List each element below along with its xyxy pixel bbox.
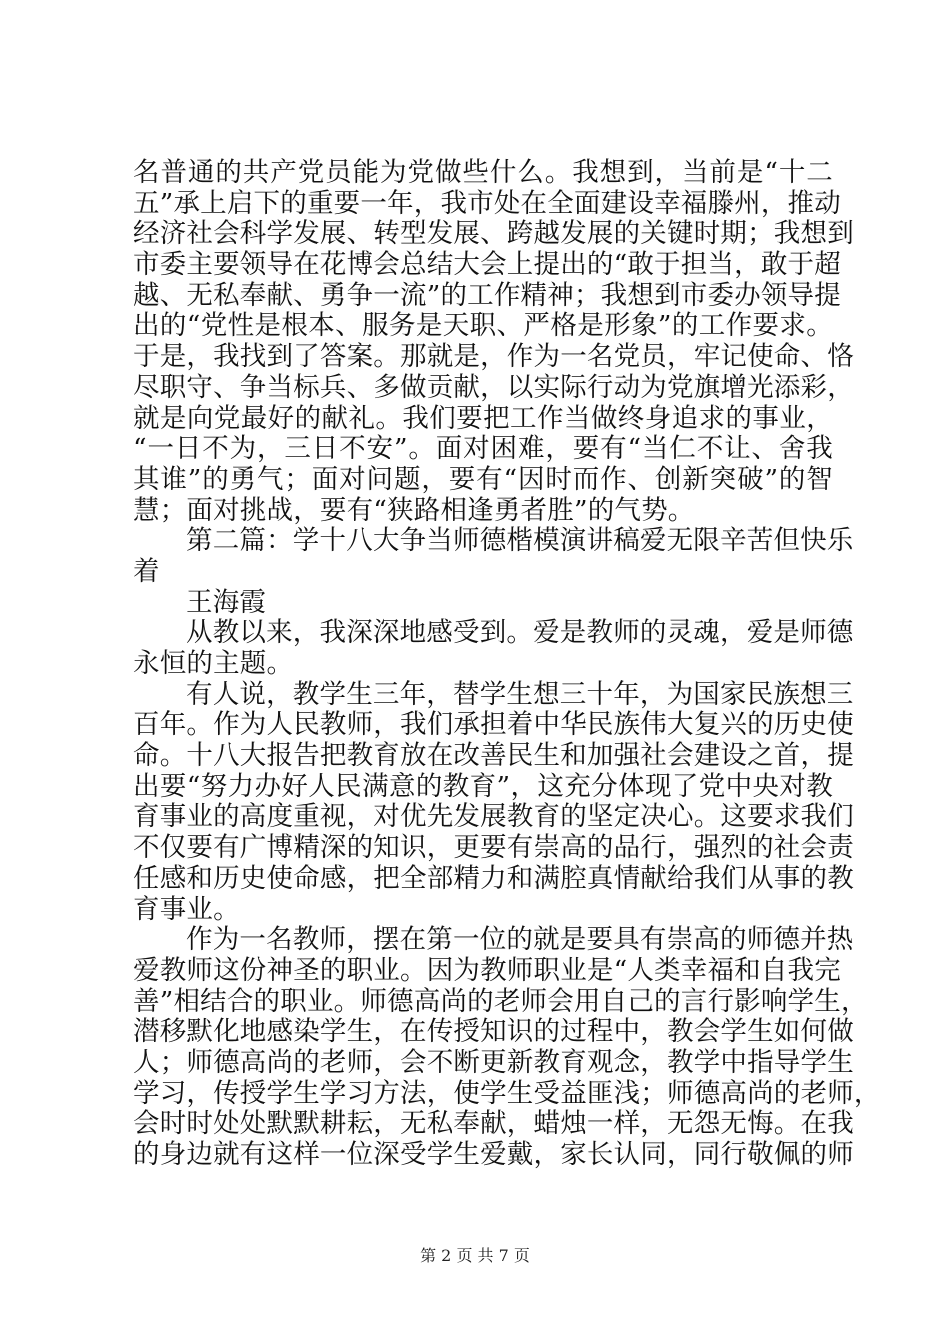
text-line: 其谁”的勇气；面对问题，要有“因时而作、创新突破”的智 [133,463,833,495]
text-line: 名普通的共产党员能为党做些什么。我想到，当前是“十二 [133,157,833,188]
text-line: 潜移默化地感染学生，在传授知识的过程中，教会学生如何做 [133,1016,854,1048]
text-line: 会时时处处默默耕耘，无私奉献，蜡烛一样，无怨无悔。在我 [133,1108,854,1140]
text-line: 永恒的主题。 [133,648,294,679]
text-line: 作为一名教师，摆在第一位的就是要具有崇高的师德并热 [186,924,854,956]
text-line: 从教以来，我深深地感受到。爱是教师的灵魂，爱是师德 [186,617,854,649]
text-line: 就是向党最好的献礼。我们要把工作当做终身追求的事业， [133,402,833,434]
page-number-footer: 第 2 页 共 7 页 [420,1246,530,1265]
text-line: 人；师德高尚的老师，会不断更新教育观念，教学中指导学生 [133,1046,854,1078]
text-line: 育事业。 [133,893,240,925]
document-body [133,157,881,1171]
text-line: “一日不为，三日不安”。面对困难，要有“当仁不让、舍我 [133,433,833,465]
text-line: 五”承上启下的重要一年，我市处在全面建设幸福滕州，推动 [133,187,841,219]
text-line: 尽职守、争当标兵、多做贡献，以实际行动为党旗增光添彩， [133,371,854,403]
text-line: 命。十八大报告把教育放在改善民生和加强社会建设之首，提 [133,740,854,772]
text-line: 任感和历史使命感，把全部精力和满腔真情献给我们从事的教 [133,862,854,894]
text-line: 经济社会科学发展、转型发展、跨越发展的关键时期；我想到 [133,218,854,250]
text-line: 于是，我找到了答案。那就是，作为一名党员，牢记使命、恪 [133,341,854,373]
text-line: 出要“努力办好人民满意的教育”，这充分体现了党中央对教 [133,770,833,802]
text-line: 出的“党性是根本、服务是天职、严格是形象”的工作要求。 [133,310,833,342]
text-line: 善”相结合的职业。师德高尚的老师会用自己的言行影响学生， [133,985,868,1017]
text-line: 市委主要领导在花博会总结大会上提出的“敢于担当，敢于超 [133,249,841,281]
text-line: 有人说，教学生三年，替学生想三十年，为国家民族想三 [186,678,854,710]
text-line: 百年。作为人民教师，我们承担着中华民族伟大复兴的历史使 [133,709,854,741]
text-line: 不仅要有广博精深的知识，更要有崇高的品行，强烈的社会责 [133,832,854,864]
text-line: 爱教师这份神圣的职业。因为教师职业是“人类幸福和自我完 [133,954,841,986]
text-line: 着 [133,555,160,587]
text-line: 王海霞 [186,586,267,618]
text-line: 的身边就有这样一位深受学生爱戴，家长认同，同行敬佩的师 [133,1139,854,1170]
text-line: 育事业的高度重视，对优先发展教育的坚定决心。这要求我们 [133,801,854,833]
text-line: 第二篇：学十八大争当师德楷模演讲稿爱无限辛苦但快乐 [186,525,854,557]
text-line: 慧；面对挑战，要有“狭路相逢勇者胜”的气势。 [133,494,695,526]
text-line: 越、无私奉献、勇争一流”的工作精神；我想到市委办领导提 [133,279,841,311]
text-line: 学习，传授学生学习方法，使学生受益匪浅；师德高尚的老师， [133,1077,881,1109]
